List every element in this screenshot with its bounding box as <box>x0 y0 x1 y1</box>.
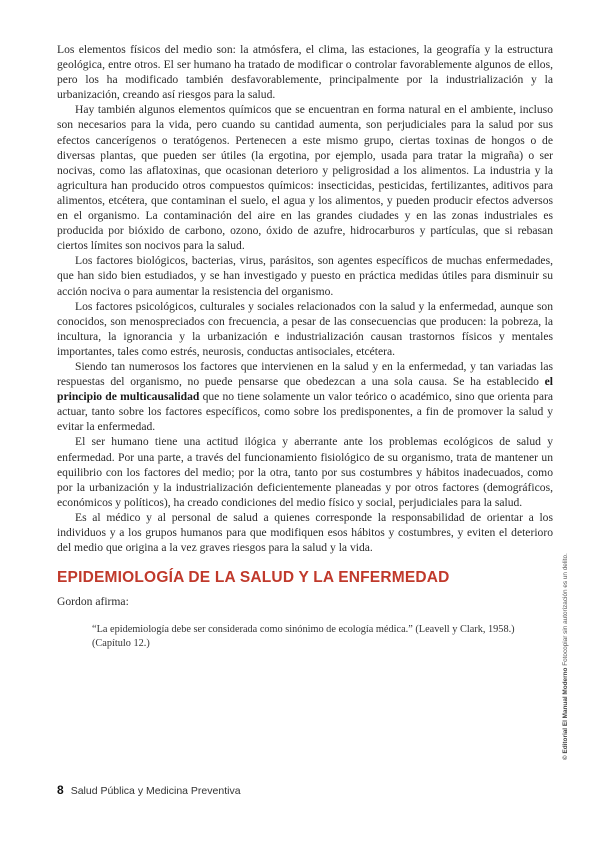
page-body <box>57 42 553 662</box>
paragraph-text: Siendo tan numerosos los factores que intervienen en la salud y en la enfermedad, y tan variadas las respuestas del organismo, no puede pensarse que obedezcan a una sola causa. Se ha establecido <box>57 359 553 389</box>
page-footer <box>57 783 241 797</box>
copyright-sidenote <box>562 460 569 760</box>
paragraph: Los elementos físicos del medio son: la atmósfera, el clima, las estaciones, la geografía y la estructura geológica, entre otros. El ser humano ha tratado de modificar o controlar favorablemente algunos de ellos, pero los ha modificado también desfavorablemente, principalmente por la industrialización y la urbanización, creando así riesgos para la salud. <box>57 43 553 102</box>
paragraph: Hay también algunos elementos químicos que se encuentran en forma natural en el ambiente, incluso son necesarios para la vida, pero cuando su cantidad aumenta, son perjudiciales para la salud por sus efectos cancerígenos o teratógenos. Pertenecen a este mismo grupo, ciertas toxinas de hongos o de diversas plantas, que pueden ser útiles (la ergotina, por ejemplo, usada para tratar la migraña) o ser nocivas, como las aflatoxinas, que ocasionan deterioro y peligrosidad a los alimentos. La industria y la agricultura han producido otros compuestos químicos: insecticidas, pesticidas, fertilizantes, aditivos para alimentos, etcétera, que contaminan el suelo, el agua y los alimentos, y pueden producir efectos adversos en el organismo. La contaminación del aire en las grandes ciudades y en las zonas industriales es producida por bióxido de carbono, ozono, óxido de azufre, hidrocarburos y partículas, que si rebasan ciertos límites son nocivos para la salud. <box>57 103 553 253</box>
page-number: 8 <box>57 783 64 797</box>
section-heading: EPIDEMIOLOGÍA DE LA SALUD Y LA ENFERMEDAD <box>57 569 450 587</box>
paragraph: Los factores biológicos, bacterias, virus, parásitos, son agentes específicos de muchas enfermedades, que han sido bien estudiados, y se han investigado y puesto en práctica medidas útiles para disminuir su acción nociva o para aumentar la resistencia del organismo. <box>57 254 553 298</box>
paragraph: Los factores psicológicos, culturales y sociales relacionados con la salud y la enfermedad, aunque son conocidos, son menospreciados con frecuencia, a pesar de las consecuencias que producen: la pobreza, la incultura, la ignorancia y la urbanización e industrialización causan trastornos físicos y mentales importantes, tales como estrés, neurosis, conductas antisociales, etcétera. <box>57 299 553 358</box>
paragraph-multicausality <box>57 359 553 434</box>
section-intro: Gordon afirma: <box>57 595 129 609</box>
copyright-holder: © Editorial El Manual Moderno <box>562 667 569 760</box>
bold-term: el principio de multicausalidad <box>57 375 553 404</box>
quote: “La epidemiología debe ser considerada como sinónimo de ecología médica.” (Leavell y Clark, 1958.) (Capítulo 12.) <box>92 624 515 650</box>
copyright-text: Fotocopiar sin autorización es un delito. <box>562 553 569 668</box>
paragraph: Es al médico y al personal de salud a quienes corresponde la responsabilidad de orientar a los individuos y a los grupos humanos para que modifiquen esos hábitos y costumbres, y eviten el deterioro del medio que origina a la vez graves riesgos para la salud y la vida. <box>57 510 553 555</box>
paragraph-text: que no tiene solamente un valor teórico o académico, sino que orienta para actuar, tanto sobre los factores específicos, como sobre los predisponentes, a fin de promover la salud y evitar la enfermedad. <box>57 390 553 434</box>
paragraph: El ser humano tiene una actitud ilógica y aberrante ante los problemas ecológicos de salud y enfermedad. Por una parte, a través del funcionamiento fisiológico de su organismo, trata de mantener un equilibrio con los factores del medio; por la otra, tanto por sus costumbres y hábitos inadecuados, como por la urbanización y la industrialización deficientemente planeadas y por otros factores (demográficos, económicos y políticos), ha creado condiciones del medio físico y social, perjudiciales para la salud. <box>57 435 553 509</box>
book-title: Salud Pública y Medicina Preventiva <box>70 785 241 797</box>
